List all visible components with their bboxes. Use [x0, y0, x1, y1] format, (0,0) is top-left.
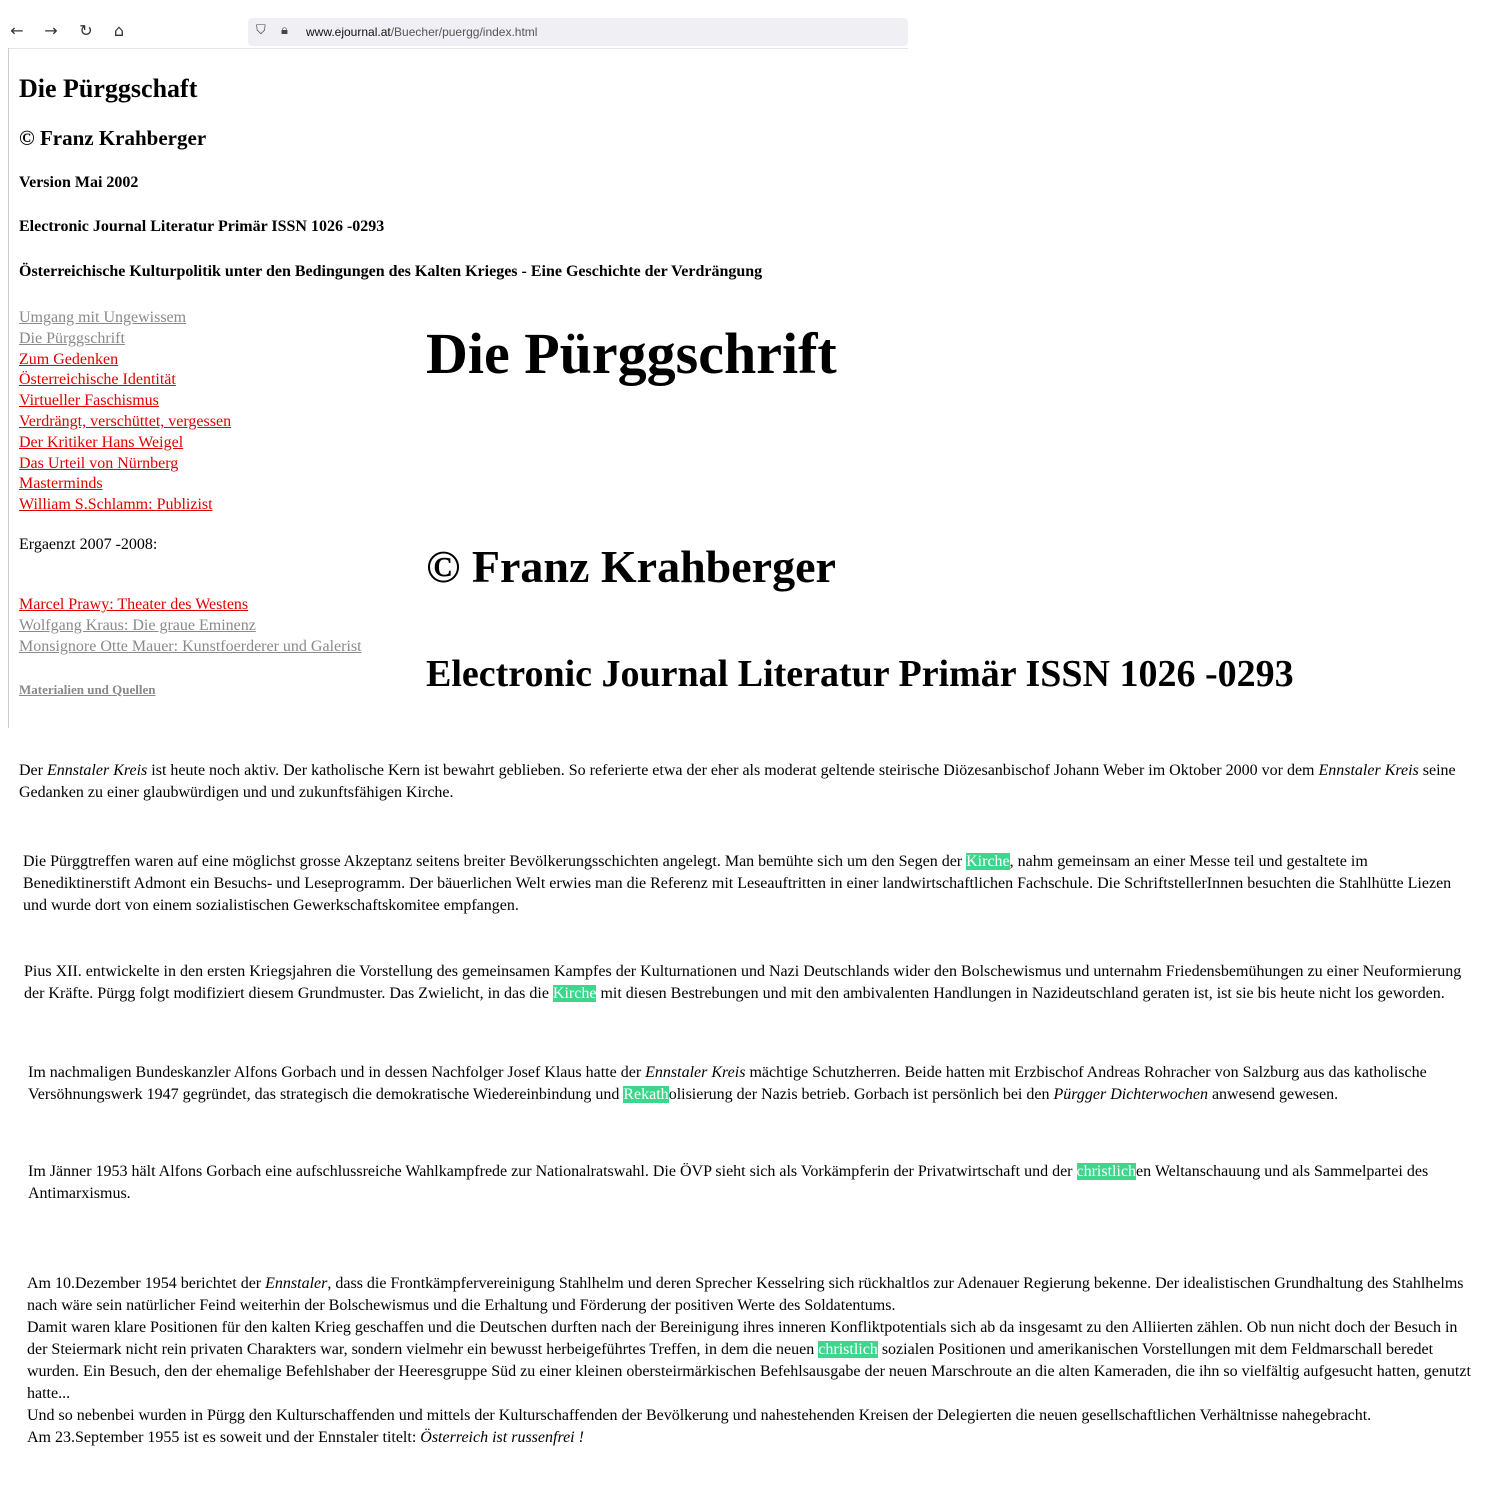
supplement-label: Ergaenzt 2007 -2008:	[19, 536, 158, 553]
nav-link-verdraengt[interactable]: Verdrängt, verschüttet, vergessen	[19, 412, 232, 430]
back-arrow-icon[interactable]: ←	[10, 21, 24, 40]
shield-icon[interactable]: ⛉	[256, 23, 266, 38]
search-highlight: christlich	[818, 1341, 878, 1358]
copyright-heading: © Franz Krahberger	[19, 126, 207, 150]
url-text[interactable]: www.ejournal.at/Buecher/puergg/index.html	[306, 25, 538, 39]
address-bar[interactable]	[248, 18, 908, 46]
nav-link-mauer[interactable]: Monsignore Otte Mauer: Kunstfoerderer und Galerist	[19, 637, 362, 655]
paragraph-ennstaler-kreis: Der Ennstaler Kreis ist heute noch aktiv. Der katholische Kern ist bewahrt geblieben. So referierte etwa der eher als moderat geltende steirische Diözesanbischof Johann Weber im Oktober 2000 vor dem Ennstaler Kreis seine Gedanken zu einer glaubwürdigen und und zukunftsfähigen Kirche.	[19, 762, 1456, 801]
home-icon[interactable]: ⌂	[113, 21, 125, 40]
nav-link-masterminds[interactable]: Masterminds	[19, 475, 103, 493]
paragraph-gorbach: Im nachmaligen Bundeskanzler Alfons Gorbach und in dessen Nachfolger Josef Klaus hatte der Ennstaler Kreis mächtige Schutzherren. Beide hatten mit Erzbischof Andreas Rohracher von Salzburg aus das katholische Versöhnungswerk 1947 gegründet, das strategisch die demokratische Wiedereinbindung und Rekatholisierung der Nazis betrieb. Gorbach ist persönlich bei den Pürgger Dichterwochen anwesend gewesen.	[28, 1064, 1427, 1103]
version-heading: Version Mai 2002	[19, 174, 139, 191]
search-highlight: christlich	[1076, 1163, 1137, 1180]
subtitle-heading: Österreichische Kulturpolitik unter den Bedingungen des Kalten Krieges - Eine Geschichte der Verdrängung	[19, 263, 763, 280]
page-title: Die Pürggschaft	[19, 74, 198, 103]
banner-title: Die Pürggschrift	[426, 321, 837, 386]
journal-heading: Electronic Journal Literatur Primär ISSN 1026 -0293	[19, 218, 385, 235]
frame-divider	[8, 48, 9, 728]
supplement-nav	[19, 595, 362, 657]
nav-link-puerggschrift[interactable]: Die Pürggschrift	[19, 329, 125, 347]
nav-link-nuernberg[interactable]: Das Urteil von Nürnberg	[19, 454, 179, 472]
nav-link-weigel[interactable]: Der Kritiker Hans Weigel	[19, 433, 184, 451]
banner-copyright: © Franz Krahberger	[426, 541, 836, 592]
nav-link-schlamm[interactable]: William S.Schlamm: Publizist	[19, 496, 213, 514]
search-highlight: Kirche	[552, 985, 597, 1002]
nav-link-faschismus[interactable]: Virtueller Faschismus	[19, 392, 159, 410]
lock-icon[interactable]: 🔒︎	[281, 23, 288, 38]
paragraph-stahlhelm: Am 10.Dezember 1954 berichtet der Ennstaler, dass die Frontkämpfervereinigung Stahlhelm und deren Sprecher Kesselring sich rückhaltlos zur Adenauer Regierung bekenne. Der idealistischen Grundhaltung des Stahlhelms nach wäre sein natürlicher Feind weiterhin der Bolschewismus und die Erhaltung und Förderung der positiven Werte des Soldatentums. Damit waren klare Positionen für den kalten Krieg geschaffen und die Deutschen durften nach der Bereinigung ihres inneren Konfliktpotentials sich ab da insgesamt zu den Alliierten zählen. Ob nun nicht doch der Besuch in der Steiermark nicht rein privaten Charakters war, sondern vielmehr ein bewusst herbeigeführtes Treffen, in dem die neuen christlich sozialen Positionen und amerikanischen Vorstellungen mit dem Feldmarschall beredet wurden. Ein Besuch, den der ehemalige Befehlshaber der Heeresgruppe Süd zu einer kleinen obersteirmärkischen Befehlsausgabe der neuen Marschroute an die alten Kameraden, die ihn so vielfältig aufgesucht hatten, genutzt hatte... Und so nebenbei wurden in Pürgg den Kulturschaffenden und mittels der Kulturschaffenden der Bevölkerung und nahestehenden Kreisen der Delegierten die neuen gesellschaftlichen Verhältnisse nahegebracht. Am 23.September 1955 ist es soweit und der Ennstaler titelt: Österreich ist russenfrei !	[27, 1275, 1471, 1446]
search-highlight: Rekath	[623, 1086, 669, 1103]
nav-link-umgang[interactable]: Umgang mit Ungewissem	[19, 309, 187, 326]
nav-link-kraus[interactable]: Wolfgang Kraus: Die graue Eminenz	[19, 616, 256, 634]
paragraph-pius: Pius XII. entwickelte in den ersten Kriegsjahren die Vorstellung des gemeinsamen Kampfes der Kulturnationen und Nazi Deutschlands wider den Bolschewismus und unternahm Friedensbemühungen zu einer Neuformierung der Kräfte. Pürgg folgt modifiziert diesem Grundmuster. Das Zwielicht, in das die Kirche mit diesen Bestrebungen und mit den ambivalenten Handlungen in Nazideutschland geraten ist, ist sie bis heute nicht los geworden.	[24, 963, 1462, 1002]
nav-link-prawy[interactable]: Marcel Prawy: Theater des Westens	[19, 596, 249, 613]
browser-toolbar	[0, 14, 908, 48]
toolbar-divider	[8, 48, 908, 49]
nav-link-gedenken[interactable]: Zum Gedenken	[19, 350, 119, 368]
paragraph-puerggtreffen: Die Pürggtreffen waren auf eine möglichst grosse Akzeptanz seitens breiter Bevölkerungsschichten angelegt. Man bemühte sich um den Segen der Kirche, nahm gemeinsam an einer Messe teil und gestaltete im Benediktinerstift Admont ein Besuchs- und Leseprogramm. Der bäuerlichen Welt erwies man die Referenz mit Leseauftritten in einer landwirtschaftlichen Fachschule. Die SchriftstellerInnen besuchten die Stahlhütte Liezen und wurde dort von einem sozialistischen Gewerkschaftskomitee empfangen.	[23, 853, 1452, 914]
banner-journal: Electronic Journal Literatur Primär ISSN 1026 -0293	[426, 653, 1294, 695]
paragraph-wahlkampfrede: Im Jänner 1953 hält Alfons Gorbach eine aufschlussreiche Wahlkampfrede zur Nationalratswahl. Die ÖVP sieht sich als Vorkämpferin der Privatwirtschaft und der christlichen Weltanschauung und als Sammelpartei des Antimarxismus.	[28, 1163, 1429, 1202]
search-highlight: Kirche	[966, 853, 1010, 870]
reload-icon[interactable]: ↻	[79, 21, 93, 40]
forward-arrow-icon[interactable]: →	[44, 21, 58, 40]
chapter-nav	[19, 308, 231, 516]
nav-link-materialien[interactable]: Materialien und Quellen	[19, 682, 156, 697]
nav-link-identitaet[interactable]: Österreichische Identität	[19, 371, 176, 389]
